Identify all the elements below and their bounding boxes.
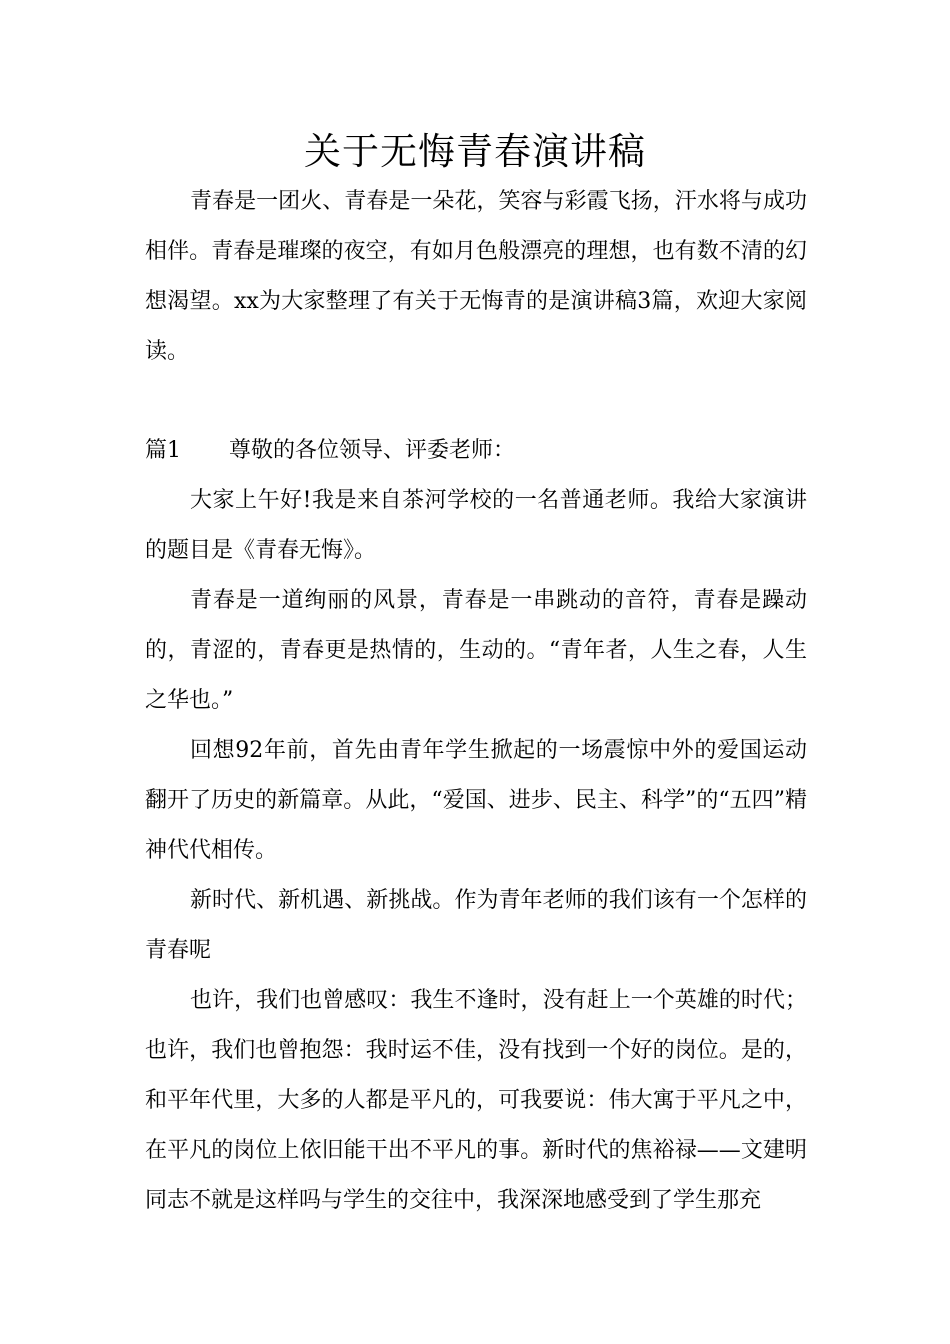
document-body xyxy=(145,177,807,1226)
section-spacer xyxy=(145,377,807,426)
intro-paragraph: 青春是一团火、青春是一朵花，笑容与彩霞飞扬，汗水将与成功相伴。青春是璀璨的夜空，有如月色般漂亮的理想，也有数不清的幻想渴望。xx为大家整理了有关于无悔青的是演讲稿3篇，欢迎大家阅读。 xyxy=(145,189,807,364)
section-salutation: 尊敬的各位领导、评委老师： xyxy=(229,438,516,463)
section-heading xyxy=(145,426,807,476)
section-label: 篇1 xyxy=(145,438,181,463)
body-paragraph: 也许，我们也曾感叹：我生不逢时，没有赶上一个英雄的时代；也许，我们也曾抱怨：我时运不佳，没有找到一个好的岗位。是的，和平年代里，大多的人都是平凡的，可我要说：伟大寓于平凡之中，在平凡的岗位上依旧能干出不平凡的事。新时代的焦裕禄——文建明同志不就是这样吗与学生的交往中，我深深地感受到了学生那充 xyxy=(145,988,807,1213)
document-title: 关于无悔青春演讲稿 xyxy=(304,130,646,173)
body-paragraph: 新时代、新机遇、新挑战。作为青年老师的我们该有一个怎样的青春呢 xyxy=(145,888,807,963)
body-paragraph: 回想92年前，首先由青年学生掀起的一场震惊中外的爱国运动翻开了历史的新篇章。从此，“爱国、进步、民主、科学”的“五四”精神代代相传。 xyxy=(145,738,807,863)
body-paragraph: 大家上午好!我是来自茶河学校的一名普通老师。我给大家演讲的题目是《青春无悔》。 xyxy=(145,488,807,563)
body-paragraph: 青春是一道绚丽的风景，青春是一串跳动的音符，青春是躁动的，青涩的，青春更是热情的，生动的。“青年者，人生之春，人生之华也。” xyxy=(145,588,807,713)
